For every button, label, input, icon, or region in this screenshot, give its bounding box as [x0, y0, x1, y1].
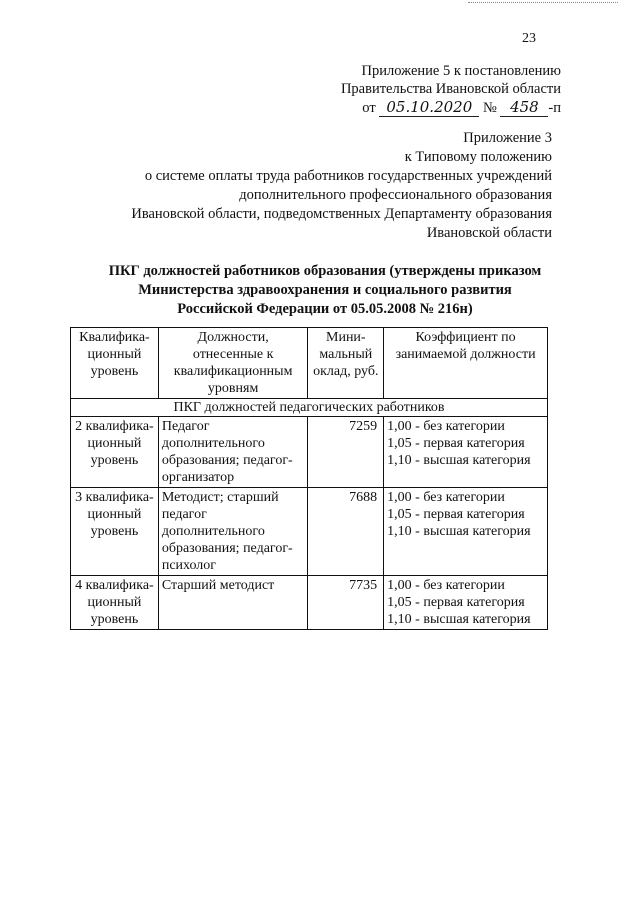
date-prefix: от: [362, 100, 376, 116]
level-cell: 4 квалифика-ционный уровень: [71, 576, 159, 630]
coefficient-cell: [384, 417, 548, 488]
header-level: Квалифика-ционный уровень: [71, 328, 159, 399]
header-positions: Должности, отнесенные к квалификационным уровням: [158, 328, 308, 399]
table-section-row: [71, 399, 548, 417]
salary-table: [70, 327, 548, 630]
salary-cell: 7259: [308, 417, 384, 488]
handwritten-date: 05.10.2020: [379, 98, 479, 117]
level-cell: 3 квалифика-ционный уровень: [71, 488, 159, 576]
appendix-5-header: [341, 62, 561, 117]
appendix-3-line2: к Типовому положению: [404, 149, 552, 165]
table-row: [71, 576, 548, 630]
table-row: [71, 488, 548, 576]
scan-artifact: [468, 2, 618, 6]
appendix-3-line5: Ивановской области, подведомственных Департаменту образования: [131, 206, 552, 222]
page-number: 23: [522, 31, 536, 46]
positions-cell: Методист; старший педагог дополнительного образования; педагог-психолог: [158, 488, 308, 576]
number-suffix: -п: [548, 100, 561, 116]
salary-cell: 7735: [308, 576, 384, 630]
header-salary: Мини-мальный оклад, руб.: [308, 328, 384, 399]
title-line1: ПКГ должностей работников образования (утверждены приказом: [108, 263, 542, 279]
coefficient-cell: [384, 488, 548, 576]
appendix-3-line1: Приложение 3: [463, 130, 552, 146]
coef-line: 1,00 - без категории: [387, 578, 505, 593]
coef-line: 1,05 - первая категория: [387, 507, 525, 522]
coef-line: 1,10 - высшая категория: [387, 453, 531, 468]
appendix-5-date-line: [341, 98, 561, 117]
appendix-5-line1: Приложение 5 к постановлению: [361, 63, 561, 79]
table-header-row: [71, 328, 548, 399]
coef-line: 1,05 - первая категория: [387, 436, 525, 451]
appendix-3-line6: Ивановской области: [426, 225, 552, 241]
salary-cell: 7688: [308, 488, 384, 576]
table-row: [71, 417, 548, 488]
coef-line: 1,00 - без категории: [387, 419, 505, 434]
header-coefficient: Коэффициент по занимаемой должности: [384, 328, 548, 399]
handwritten-number: 458: [500, 98, 548, 117]
coef-line: 1,05 - первая категория: [387, 595, 525, 610]
positions-cell: Старший методист: [158, 576, 308, 630]
coef-line: 1,00 - без категории: [387, 490, 505, 505]
title-line2: Министерства здравоохранения и социального развития: [138, 282, 512, 298]
coefficient-cell: [384, 576, 548, 630]
level-cell: 2 квалифика-ционный уровень: [71, 417, 159, 488]
appendix-3-line4: дополнительного профессионального образования: [239, 187, 552, 203]
appendix-5-line2: Правительства Ивановской области: [340, 81, 561, 97]
title-line3: Российской Федерации от 05.05.2008 № 216н): [177, 301, 473, 317]
number-label: №: [482, 100, 497, 116]
coef-line: 1,10 - высшая категория: [387, 524, 531, 539]
coef-line: 1,10 - высшая категория: [387, 612, 531, 627]
positions-cell: Педагог дополнительного образования; педагог-организатор: [158, 417, 308, 488]
appendix-3-line3: о системе оплаты труда работников государственных учреждений: [144, 168, 552, 184]
appendix-3-header: [131, 129, 552, 243]
section-title: ПКГ должностей педагогических работников: [71, 399, 548, 417]
document-title: [70, 262, 580, 319]
